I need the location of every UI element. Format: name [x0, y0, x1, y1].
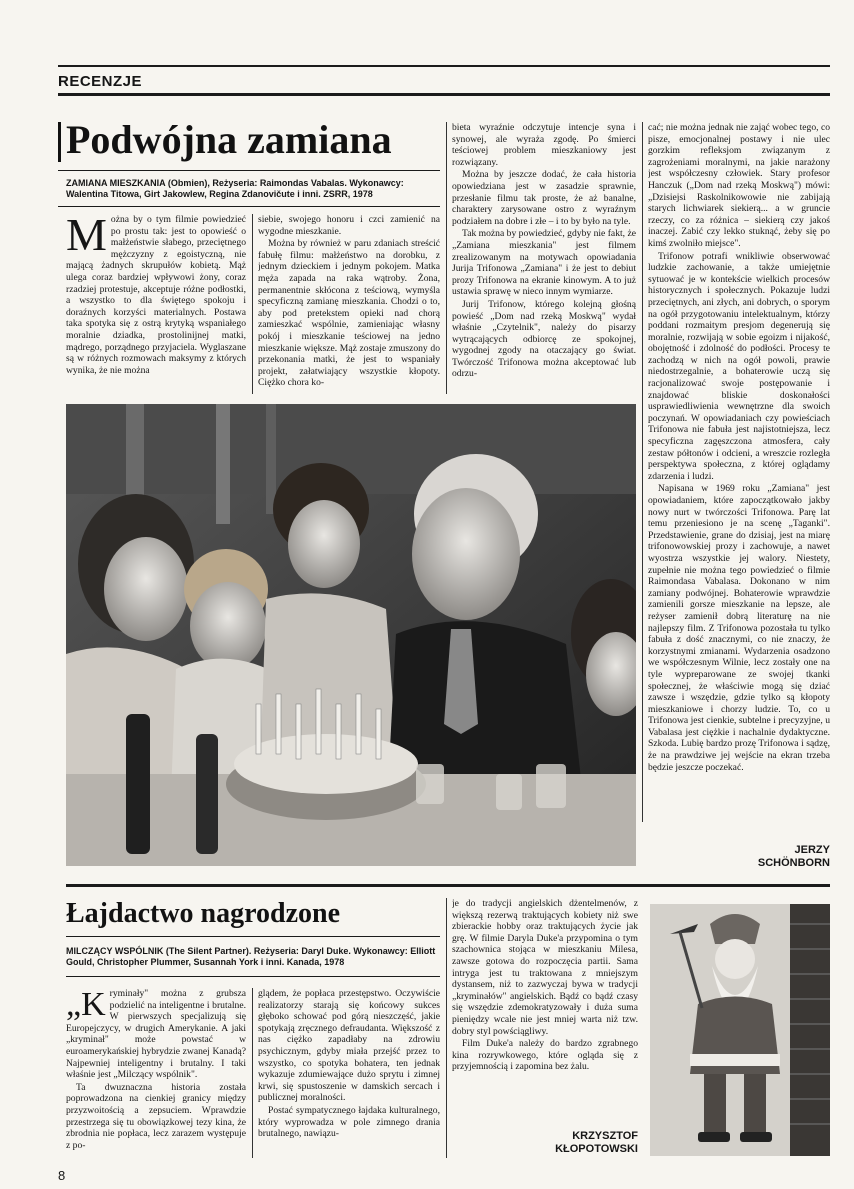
article1-column-2 — [258, 214, 440, 394]
article2-lead-text: ryminały" można z grubsza podzielić na inteligentne i brutalne. W pierwszych specjalizują się Europejczycy, w drugich Amerykanie. A jaki „kryminał" może powstać w euroamerykańskiej hybrydzie zwanej Kanadą? Najpewniej inteligentny i brutalny. I taki właśnie jest „Milczący wspólnik". — [66, 988, 246, 1081]
dropcap: M — [66, 214, 107, 260]
article2-column-3 — [452, 898, 638, 1118]
paragraph: bieta wyraźnie odczytuje intencje syna i synowej, ale wyraża zgodę. Po śmierci teściowej problem mieszkaniowy jest rozwiązany. — [452, 122, 636, 168]
column-divider — [252, 214, 253, 394]
column-divider — [252, 988, 253, 1158]
paragraph: Trifonow potrafi wnikliwie obserwować ludzkie zachowanie, a także umiejętnie sytuować je w kontekście wielkich procesów historycznych i społecznych. Pokazuje ludzi przeciętnych, ani złych, ani dobrych, o sporym na ogół przygotowaniu intelektualnym, którzy poddani rozmaitym presjom degenerują się moralnie, rozwijają w sobie egoizm i nijakość, obojętność i zdolność do podłości. Procesy te zachodzą w nich na ogół powoli, prawie niedostrzegalnie, a bohaterowie uczą się racjonalizować swoje postępowanie i znajdować bliskie doskonałości usprawiedliwienia wewnętrzne dla swoich poczynań. W opowiadaniach czy powieściach Trifonowa nie fabuła jest najistotniejsza, lecz specyficzna zagęszczona atmosfera, cały zestaw półtonów i odcieni, a wreszcie rozległa perspektywa społeczna, z której oglądamy zdarzenia i ludzi. — [648, 250, 830, 482]
headline-bar — [58, 122, 61, 162]
article2-column-1 — [66, 988, 246, 1158]
paragraph: Można by również w paru zdaniach streścić fabułę filmu: małżeństwo na dorobku, z jednym dzieckiem i jednym pokojem. Matka męża zapada na raka wątroby. Żona, permanentnie skłócona z teściową, wymyśla specyficzną zamianę mieszkania. Chodzi o to, aby pod pretekstem opieki nad chorą zamieszkać wspólnie, zamieniając własny pokój i mieszkanie teściowej na jedno mieszkanie większe. Mąż zostaje zmuszony do przekonania matki, że jest to wspaniały projekt, załatwiający wszystkie kłopoty. Ciężko chora ko- — [258, 238, 440, 389]
article1-column-4 — [648, 122, 830, 832]
article2-headline: Łajdactwo nagrodzone — [66, 898, 341, 929]
article1-lead-text: ożna by o tym filmie powiedzieć po prostu tak: jest to opowieść o małżeństwie słabego, przeciętnego mężczyzny z egoistyczną, nie mającą żadnych skrupułów kobietą. Mąż ulega coraz bardziej wpływowi żony, coraz rzadziej protestuje, akceptuje różne podłostki, a wszystko to dla świętego spokoju i doraźnych korzyści materialnych. Postawa taka spotyka się z ostrą krytyką wspaniałego moralnie dziadka, prostolinijnej matki, mądrego, porządnego przyjaciela. Wyglaszane są w różnych rozmowach maksymy z których wynika, że nie można — [66, 214, 246, 376]
column-divider — [642, 122, 643, 822]
article-separator — [66, 884, 830, 887]
photo-image — [650, 904, 830, 1156]
paragraph: Postać sympatycznego łajdaka kulturalnego, który wyprowadza w pole zimnego drania brutalnego, nawiązu- — [258, 1104, 440, 1140]
paragraph: Napisana w 1969 roku „Zamiana" jest opowiadaniem, które zapoczątkowało jakby nowy nurt w twórczości Trifonowa. Parę lat temu przeniesiono je na scenę „Taganki". Przedstawienie, grane do dzisiaj, jest na miarę trifonowowskiej prozy i zachowuje, a nawet wyostrza wszystkie jej walory. Niestety, zupełnie nie można tego powiedzieć o filmie Raimondasa Vabalasa. Dokonano w nim zamiany podwójnej. Bohaterowie wprawdzie zamienili gorsze mieszkanie na lepsze, ale reżyser zamienił dobrą literaturę na nie najlepszy film. Z Trifonowa pozostała tu tylko fabuła z dość znacznymi, co nie znaczy, że korzystnymi zmianami. Wydarzenia osadzono we współczesnym Wilnie, lecz zostały one na tyle wypreparowane ze swojej tkanki społecznej, że właściwie mogą się dziać zawsze i wszędzie, gdzie tylko są kłopoty mieszkaniowe i chorzy ludzie. To, co u Trifonowa jest cienkie, subtelne i precyzyjne, u Vabalasa jest ciężkie i nachalnie dydaktyczne. Szkoda. Lubię bardzo prozę Trifonowa i sądzę, że na prawdziwe jej wejście na ekran trzeba będzie jeszcze poczekać. — [648, 483, 830, 773]
headline-underline — [66, 936, 440, 937]
article2-column-2 — [258, 988, 440, 1158]
section-title: RECENZJE — [58, 73, 143, 90]
paragraph: Film Duke'a należy do bardzo zgrabnego kina rozrywkowego, które ogląda się z przyjemnością i zapomina bez żalu. — [452, 1038, 638, 1073]
credits-rule — [58, 206, 440, 207]
column-divider — [446, 898, 447, 1158]
paragraph: Jurij Trifonow, którego kolejną głośną powieść „Dom nad rzeką Moskwą" wydał właśnie „Czytelnik", należy do pisarzy wytrącających odbiorcę ze spokojnej, wygodnej zgody na otaczający go świat. Twórczość Trifonowa można akceptować lub odrzu- — [452, 298, 636, 380]
article2-signature: KRZYSZTOF KŁOPOTOWSKI — [555, 1130, 638, 1155]
paragraph: cać; nie można jednak nie zająć wobec tego, co pisze, emocjonalnej postawy i nie ulec gorzkim refleksjom związanym z zagrożeniami moralnymi, na jakie narażony jest współczesny człowiek. Stary profesor Hanczuk („Dom nad rzeką Moskwą") mówi: „Dzisiejsi Raskolnikowowie nie zabijają starych lichwiarek siekierą... a w gruncie rzeczy, co za różnica – siekierą czy jakoś inaczej. Zabić czy lekko stuknąć, żeby się po kimś zwolniło miejsce". — [648, 122, 830, 249]
article1-column-3 — [452, 122, 636, 394]
paragraph: glądem, że popłaca przestępstwo. Oczywiście realizatorzy starają się końcowy sukces głęboko schować pod górą nieszczęść, jakie spotykają zręcznego defraudanta. Większość z nas ciężko zapadłaby na zdrowiu psychicznym, gdyby miała przejść przez to wszystko, co spotyka bohatera, ten jednak wykazuje zdumiewające dużo sprytu i zimnej krwi, się spustoszenie w damskich sercach i publicznej moralności. — [258, 988, 440, 1104]
article2-credits: MILCZĄCY WSPÓLNIK (The Silent Partner). Reżyseria: Daryl Duke. Wykonawcy: Elliott Gould, Christopher Plummer, Susannah York i inni. Kanada, 1978 — [66, 946, 436, 967]
top-rule — [58, 65, 830, 67]
paragraph: Można by jeszcze dodać, że cała historia opowiedziana jest w zasadzie sprawnie, przesłanie filmu tak proste, że aż banalne, charaktery zarysowane ostro z wyraźnym podziałem na dobre i złe – i to by było na tyle. — [452, 169, 636, 227]
headline-underline — [58, 170, 440, 171]
section-rule — [58, 93, 830, 96]
photo-image — [66, 404, 636, 866]
paragraph: je do tradycji angielskich dżentelmenów, z większą rezerwą traktujących kobiety niż swe zbierackie hobby oraz traktujących życie jak grę. W filmie Daryla Duke'a przypomina o tym szachownica stojąca w mieszkaniu Milesa, zawsze gotowa do rozpoczęcia partii. Sama intryga jest tu traktowana z mniejszym dystansem, niż to zazwyczaj bywa w tradycji „kryminałów" angielskich. Bądź co bądź czasy się wszędzie zdemokratyzowały i duża suma pieniędzy wcale nie jest mniej warta niż tzw. dobry styl powściągliwy. — [452, 898, 638, 1037]
paragraph: siebie, swojego honoru i czci zamienić na wygodne mieszkanie. — [258, 214, 440, 237]
article1-column-1 — [66, 214, 246, 394]
article1-headline: Podwójna zamiana — [66, 117, 392, 162]
page-number: 8 — [58, 1168, 66, 1183]
dropcap: „K — [66, 988, 106, 1023]
paragraph: Ta dwuznaczna historia została poprowadzona na cienkiej granicy między przyzwoitością a zepsuciem. Wprawdzie przestrzega się tu obowiązkowej tezy kina, że zbrodnia nie popłaca, lecz zarazem występuje z po- — [66, 1081, 246, 1151]
credits-rule — [66, 976, 440, 977]
santa-photo — [650, 904, 830, 1156]
paragraph: Tak można by powiedzieć, gdyby nie fakt, że „Zamiana mieszkania" jest filmem zrealizowanym na motywach opowiadania Jurija Trifonowa „Zamiana" i że jest to debiut prozy Trifonowa na ekranie kinowym. A to już ustawia sprawę w nieco innym wymiarze. — [452, 228, 636, 298]
column-divider — [446, 122, 447, 394]
article1-credits: ZAMIANA MIESZKANIA (Obmien), Reżyseria: Raimondas Vabalas. Wykonawcy: Walentina Titowa, Girt Jakowlew, Regina Zdanovičute i inni. ZSRR, 1978 — [66, 178, 404, 199]
article1-signature: JERZY SCHÖNBORN — [757, 844, 830, 869]
film-still-photo — [66, 404, 636, 866]
